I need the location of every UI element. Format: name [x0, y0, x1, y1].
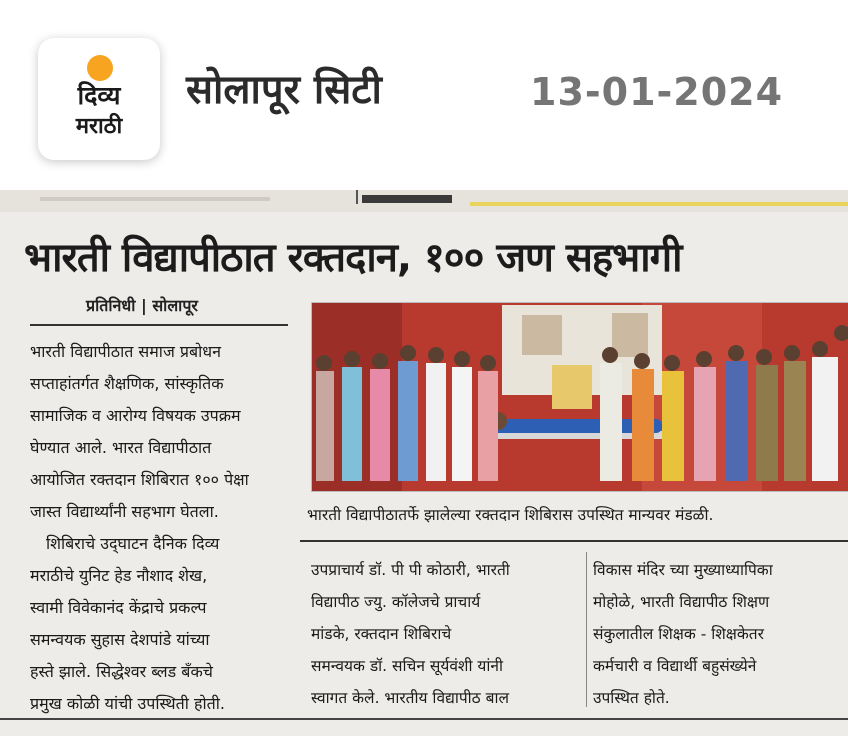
divya-marathi-logo[interactable]: [38, 38, 160, 160]
edition-date: 13-01-2024: [530, 70, 784, 114]
city-title: सोलापूर सिटी: [186, 67, 382, 113]
clipping-bottom-rule: [0, 718, 848, 720]
body-line: सप्ताहांतर्गत शैक्षणिक, सांस्कृतिक: [30, 374, 224, 393]
byline-rule: [30, 324, 288, 326]
article-headline: भारती विद्यापीठात रक्तदान, १०० जण सहभागी: [24, 235, 682, 281]
faint-text-bar: [40, 197, 270, 201]
sun-icon: [87, 55, 113, 81]
yellow-rule: [470, 202, 848, 206]
body-line: समन्वयक डॉ. सचिन सूर्यवंशी यांनी: [311, 657, 504, 675]
column-divider: [356, 190, 358, 204]
body-line: मांडके, रक्तदान शिबिराचे: [311, 625, 452, 643]
column-divider: [586, 552, 587, 707]
photo-illustration: [312, 303, 848, 491]
app-header: [0, 0, 848, 190]
logo-text-line1: दिव्य: [77, 81, 121, 110]
body-line: मराठीचे युनिट हेड नौशाद शेख,: [30, 566, 208, 585]
body-line: समन्वयक सुहास देशपांडे यांच्या: [30, 630, 210, 649]
body-line: हस्ते झाले. सिद्धेश्वर ब्लड बँकचे: [30, 662, 213, 681]
caption-rule: [300, 540, 848, 542]
body-line: उपप्राचार्य डॉ. पी पी कोठारी, भारती: [311, 561, 510, 579]
article-column-1: [30, 336, 292, 720]
dark-text-bar: [362, 195, 452, 203]
article-column-2: [311, 554, 583, 714]
body-line: घेण्यात आले. भारत विद्यापीठात: [30, 438, 212, 457]
body-line: स्वागत केले. भारतीय विद्यापीठ बाल: [311, 689, 509, 707]
body-line: शिबिराचे उद्‌घाटन दैनिक दिव्य: [46, 534, 220, 553]
article-photo: [311, 302, 848, 492]
newspaper-clipping: [0, 190, 848, 736]
clipping-top-strip: [0, 190, 848, 212]
body-line: संकुलातील शिक्षक - शिक्षकेतर: [593, 625, 764, 643]
body-line: प्रमुख कोळी यांची उपस्थिती होती.: [30, 694, 225, 713]
body-line: उपस्थित होते.: [593, 689, 670, 707]
body-line: विकास मंदिर च्या मुख्याध्यापिका: [593, 561, 773, 579]
body-line: भारती विद्यापीठात समाज प्रबोधन: [30, 342, 222, 361]
logo-text-line2: मराठी: [75, 114, 123, 139]
body-line: मोहोळे, भारती विद्यापीठ शिक्षण: [593, 593, 770, 611]
body-line: सामाजिक व आरोग्य विषयक उपक्रम: [30, 406, 241, 425]
article-column-3: [593, 554, 848, 714]
article-byline: प्रतिनिधी | सोलापूर: [86, 296, 198, 315]
body-line: विद्यापीठ ज्यु. कॉलेजचे प्राचार्य: [311, 593, 481, 611]
body-line: स्वामी विवेकानंद केंद्राचे प्रकल्प: [30, 598, 207, 617]
photo-caption: भारती विद्यापीठातर्फे झालेल्या रक्तदान शिबिरास उपस्थित मान्यवर मंडळी.: [307, 506, 714, 524]
body-line: कर्मचारी व विद्यार्थी बहुसंख्येने: [593, 657, 757, 675]
body-line: जास्त विद्यार्थ्यांनी सहभाग घेतला.: [30, 502, 219, 521]
body-line: आयोजित रक्तदान शिबिरात १०० पेक्षा: [30, 470, 249, 489]
